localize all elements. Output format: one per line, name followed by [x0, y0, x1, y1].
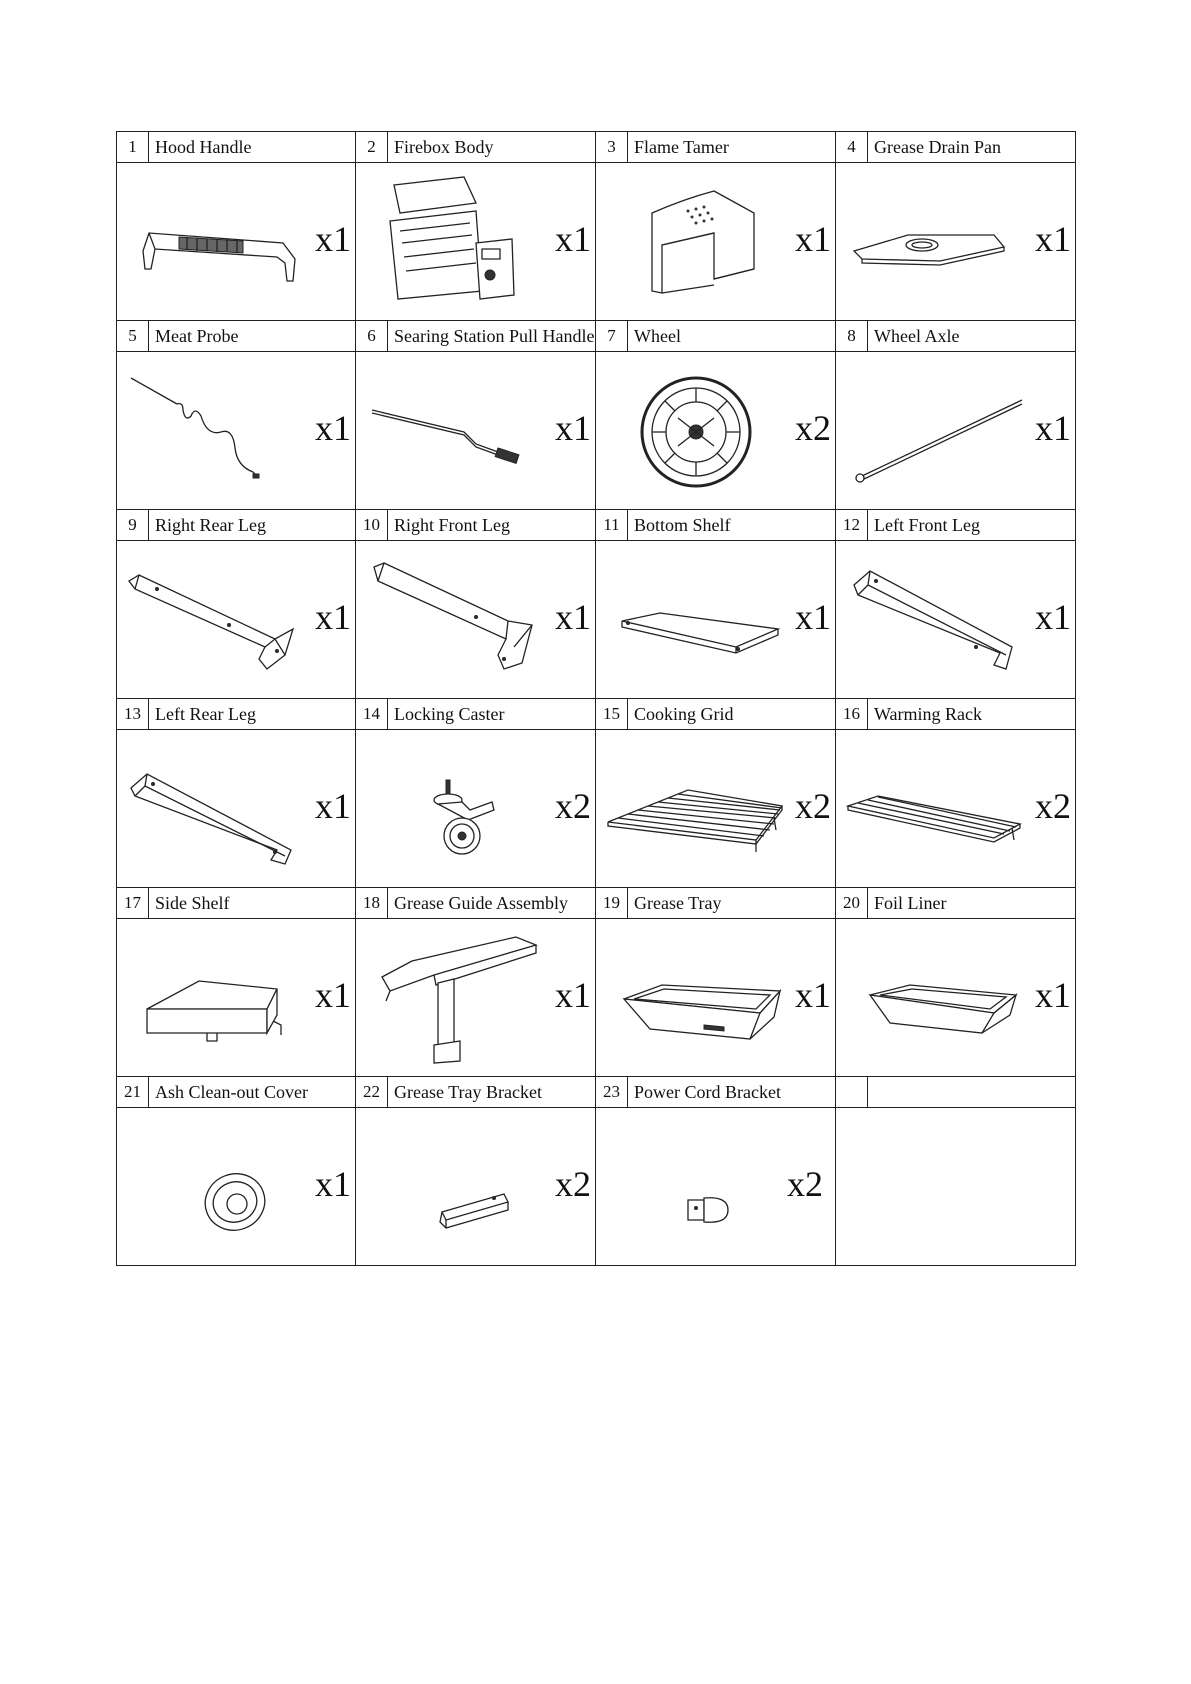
part-quantity: x1	[315, 1164, 351, 1204]
part-name: Flame Tamer	[628, 132, 836, 163]
part-cell	[836, 730, 1075, 887]
part-cell	[356, 730, 595, 887]
part-name: Hood Handle	[149, 132, 356, 163]
part-number: 17	[117, 888, 149, 919]
part-quantity: x2	[555, 1164, 591, 1204]
right-front-leg-icon	[364, 551, 544, 688]
part-quantity: x1	[555, 597, 591, 637]
part-header-row	[117, 699, 1076, 730]
part-name: Bottom Shelf	[628, 510, 836, 541]
part-cell	[596, 541, 835, 698]
part-header-row	[117, 1077, 1076, 1108]
part-number: 6	[356, 321, 388, 352]
part-number: 7	[596, 321, 628, 352]
firebox-body-icon	[364, 173, 544, 310]
part-number: 21	[117, 1077, 149, 1108]
part-quantity: x1	[315, 597, 351, 637]
part-number: 4	[836, 132, 868, 163]
part-image-row	[117, 541, 1076, 699]
part-quantity: x2	[795, 786, 831, 826]
part-quantity: x2	[555, 786, 591, 826]
part-name: Grease Guide Assembly	[388, 888, 596, 919]
part-cell	[117, 541, 355, 698]
right-rear-leg-icon	[125, 551, 305, 688]
part-quantity: x1	[1035, 597, 1071, 637]
part-number: 2	[356, 132, 388, 163]
part-name-empty	[868, 1077, 1076, 1108]
part-number: 16	[836, 699, 868, 730]
part-quantity: x1	[315, 408, 351, 448]
side-shelf-icon	[125, 929, 305, 1066]
part-name: Power Cord Bracket	[628, 1077, 836, 1108]
part-cell	[596, 163, 835, 320]
part-quantity: x2	[787, 1164, 823, 1204]
part-quantity: x1	[795, 975, 831, 1015]
part-cell	[356, 541, 595, 698]
part-name: Left Rear Leg	[149, 699, 356, 730]
part-cell-empty	[836, 1108, 1075, 1265]
part-number: 5	[117, 321, 149, 352]
part-number-empty	[836, 1077, 868, 1108]
pull-handle-icon	[364, 362, 544, 499]
part-quantity: x1	[1035, 219, 1071, 259]
part-number: 13	[117, 699, 149, 730]
part-cell	[596, 352, 835, 509]
meat-probe-icon	[125, 362, 305, 499]
part-number: 10	[356, 510, 388, 541]
part-cell	[117, 730, 355, 887]
part-name: Wheel Axle	[868, 321, 1076, 352]
part-quantity: x1	[315, 219, 351, 259]
left-front-leg-icon	[844, 551, 1024, 688]
parts-list-table	[116, 131, 1076, 1266]
part-header-row	[117, 510, 1076, 541]
part-name: Grease Drain Pan	[868, 132, 1076, 163]
part-cell	[356, 163, 595, 320]
part-name: Right Rear Leg	[149, 510, 356, 541]
part-name: Grease Tray Bracket	[388, 1077, 596, 1108]
part-name: Warming Rack	[868, 699, 1076, 730]
part-cell	[596, 919, 835, 1076]
part-number: 9	[117, 510, 149, 541]
part-cell	[356, 919, 595, 1076]
left-rear-leg-icon	[125, 740, 305, 877]
part-header-row	[117, 321, 1076, 352]
part-image-row	[117, 1108, 1076, 1266]
part-name: Foil Liner	[868, 888, 1076, 919]
part-cell	[836, 919, 1075, 1076]
part-quantity: x1	[795, 597, 831, 637]
part-name: Grease Tray	[628, 888, 836, 919]
part-image-row	[117, 163, 1076, 321]
part-cell	[117, 1108, 355, 1265]
foil-liner-icon	[844, 929, 1024, 1066]
part-name: Right Front Leg	[388, 510, 596, 541]
part-number: 14	[356, 699, 388, 730]
power-cord-bracket-icon	[604, 1118, 784, 1255]
part-quantity: x2	[1035, 786, 1071, 826]
part-name: Wheel	[628, 321, 836, 352]
part-quantity: x1	[795, 219, 831, 259]
part-quantity: x1	[315, 975, 351, 1015]
grease-tray-bracket-icon	[364, 1118, 544, 1255]
part-quantity: x1	[555, 219, 591, 259]
locking-caster-icon	[364, 740, 544, 877]
part-name: Meat Probe	[149, 321, 356, 352]
part-quantity: x2	[795, 408, 831, 448]
part-number: 20	[836, 888, 868, 919]
ash-cover-icon	[125, 1118, 305, 1255]
part-image-row	[117, 352, 1076, 510]
bottom-shelf-icon	[604, 551, 784, 688]
part-cell	[836, 163, 1075, 320]
hood-handle-icon	[125, 173, 305, 310]
part-cell	[836, 352, 1075, 509]
part-image-row	[117, 730, 1076, 888]
part-cell	[356, 352, 595, 509]
part-header-row	[117, 132, 1076, 163]
part-name: Left Front Leg	[868, 510, 1076, 541]
grease-tray-icon	[604, 929, 784, 1066]
wheel-icon	[604, 362, 784, 499]
grease-drain-pan-icon	[844, 173, 1024, 310]
part-quantity: x1	[555, 975, 591, 1015]
part-number: 23	[596, 1077, 628, 1108]
part-cell	[117, 163, 355, 320]
part-name: Firebox Body	[388, 132, 596, 163]
flame-tamer-icon	[604, 173, 784, 310]
part-name: Side Shelf	[149, 888, 356, 919]
part-number: 22	[356, 1077, 388, 1108]
part-quantity: x1	[1035, 408, 1071, 448]
cooking-grid-icon	[604, 740, 784, 877]
part-number: 3	[596, 132, 628, 163]
part-number: 12	[836, 510, 868, 541]
part-name: Searing Station Pull Handle	[388, 321, 596, 352]
part-quantity: x1	[315, 786, 351, 826]
part-cell	[596, 730, 835, 887]
part-name: Ash Clean-out Cover	[149, 1077, 356, 1108]
part-header-row	[117, 888, 1076, 919]
part-name: Locking Caster	[388, 699, 596, 730]
part-number: 15	[596, 699, 628, 730]
part-number: 8	[836, 321, 868, 352]
part-cell	[117, 919, 355, 1076]
part-cell	[356, 1108, 595, 1265]
part-image-row	[117, 919, 1076, 1077]
part-cell	[117, 352, 355, 509]
part-cell	[836, 541, 1075, 698]
part-quantity: x1	[1035, 975, 1071, 1015]
part-quantity: x1	[555, 408, 591, 448]
part-name: Cooking Grid	[628, 699, 836, 730]
part-number: 19	[596, 888, 628, 919]
part-number: 18	[356, 888, 388, 919]
part-number: 1	[117, 132, 149, 163]
grease-guide-icon	[364, 929, 544, 1066]
warming-rack-icon	[844, 740, 1024, 877]
wheel-axle-icon	[844, 362, 1024, 499]
part-cell	[596, 1108, 835, 1265]
part-number: 11	[596, 510, 628, 541]
